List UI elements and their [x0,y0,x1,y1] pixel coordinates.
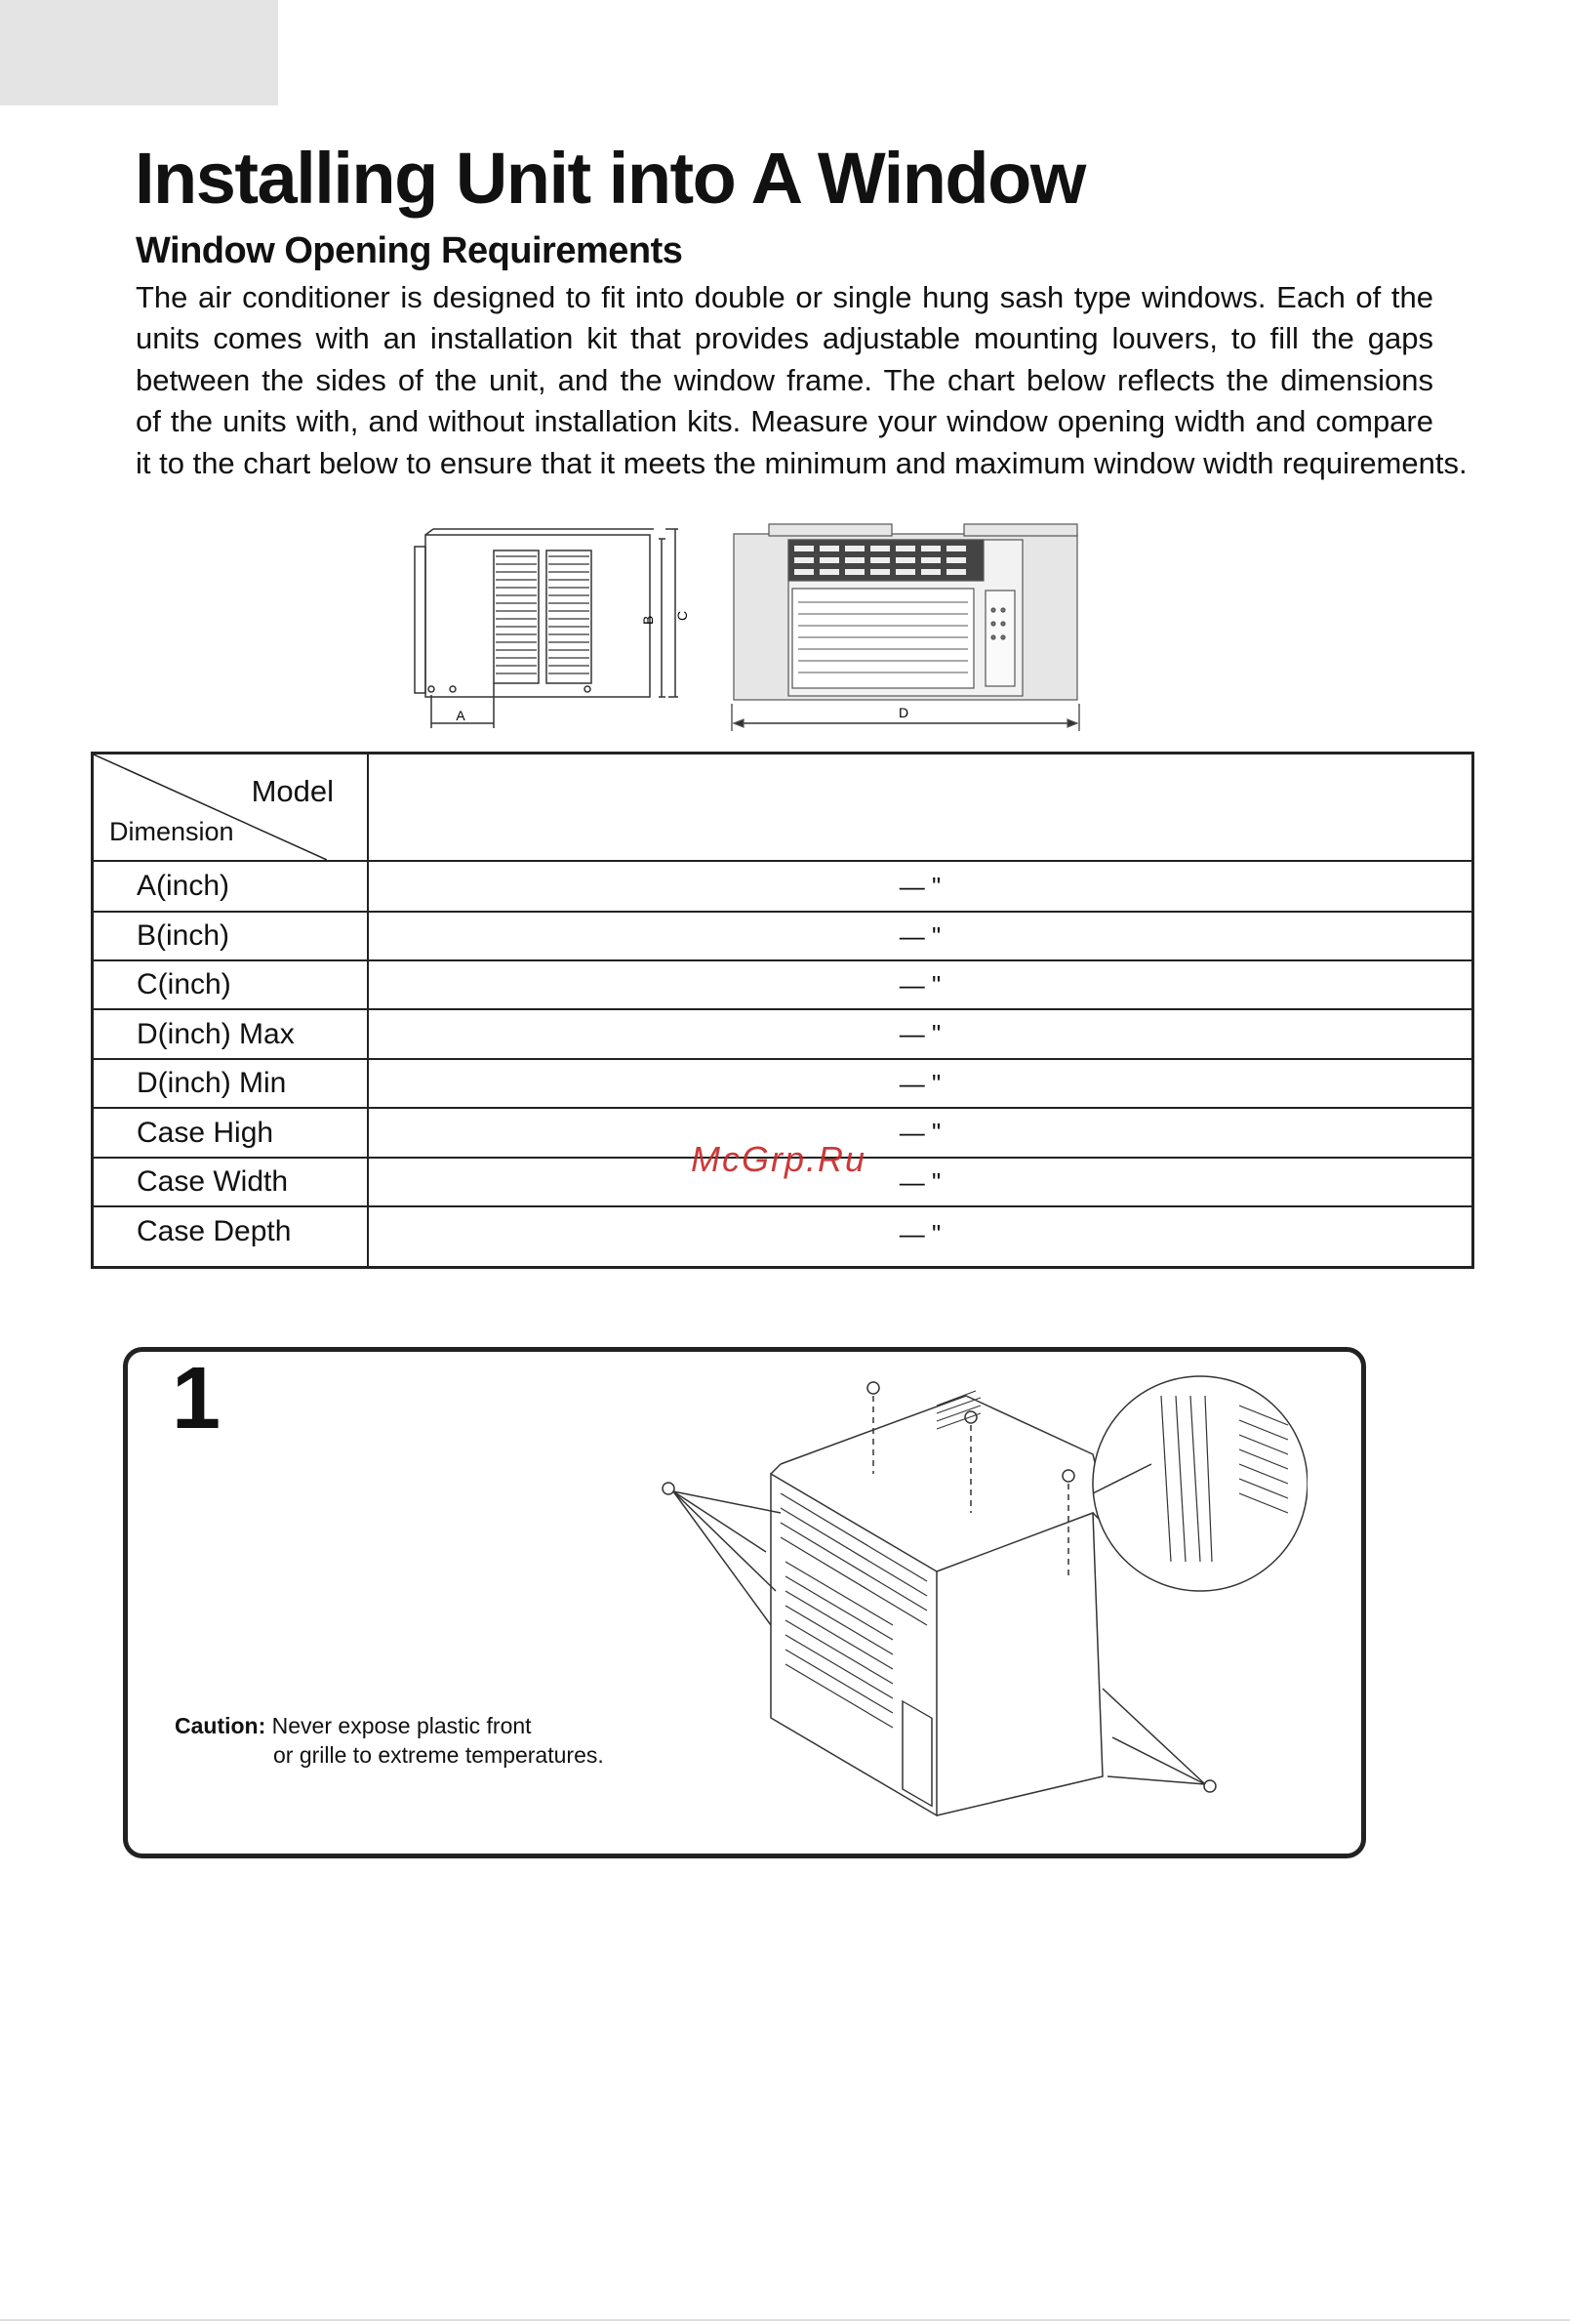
row-label: C(inch) [93,960,369,1009]
row-value: — " [368,1206,1473,1267]
dim-label-a: A [456,708,465,723]
row-value: — " [368,1108,1473,1158]
step-number: 1 [172,1350,221,1447]
row-label: A(inch) [93,861,369,912]
row-value: — " [368,1009,1473,1059]
row-value: — " [368,960,1473,1009]
row-value: — " [368,912,1473,960]
table-row [93,861,1473,912]
row-value: — " [368,861,1473,912]
table-row [93,1206,1473,1267]
page-corner-tab [0,0,278,105]
intro-line: between the sides of the unit, and the window frame. The chart below reflects the dimensions [136,362,1433,397]
caution-note [175,1711,604,1770]
watermark: McGrp.Ru [691,1139,867,1179]
install-illustration [644,1366,1308,1855]
row-label: D(inch) Max [93,1009,369,1059]
dim-label-d: D [898,705,909,720]
header-model-label: Model [251,774,334,808]
row-label: B(inch) [93,912,369,960]
table-header-row [93,754,1473,862]
row-value: — " [368,1158,1473,1206]
table-row [93,960,1473,1009]
intro-line: of the units with, and without installation kits. Measure your window opening width and compare [136,404,1433,439]
row-label: Case Depth [93,1206,369,1267]
front-view-diagram [730,522,1081,732]
dim-label-b: B [640,615,656,625]
caution-text-line2: or grille to extreme temperatures. [273,1742,604,1768]
dimensions-table [91,752,1474,1269]
table-row [93,1059,1473,1108]
dim-label-c: C [674,610,690,621]
table-row [93,1009,1473,1059]
intro-paragraph [136,277,1468,484]
row-label: Case High [93,1108,369,1158]
row-label: D(inch) Min [93,1059,369,1108]
bottom-rule [0,2319,1570,2321]
table-row [93,912,1473,960]
table-corner-header [93,754,369,862]
model-header-value [368,754,1473,862]
caution-label: Caution: [175,1713,266,1738]
side-view-diagram [410,527,703,732]
header-dimension-label: Dimension [109,817,234,846]
intro-line: The air conditioner is designed to fit into double or single hung sash type windows. Each of the [136,280,1433,314]
intro-line: it to the chart below to ensure that it meets the minimum and maximum window width requirements. [136,445,1468,480]
row-value: — " [368,1059,1473,1108]
row-label: Case Width [93,1158,369,1206]
section-title: Window Opening Requirements [136,230,683,271]
intro-line: units comes with an installation kit that provides adjustable mounting louvers, to fill the gaps [136,321,1433,356]
caution-text-line1: Never expose plastic front [271,1713,532,1738]
page-title: Installing Unit into A Window [135,138,1085,219]
